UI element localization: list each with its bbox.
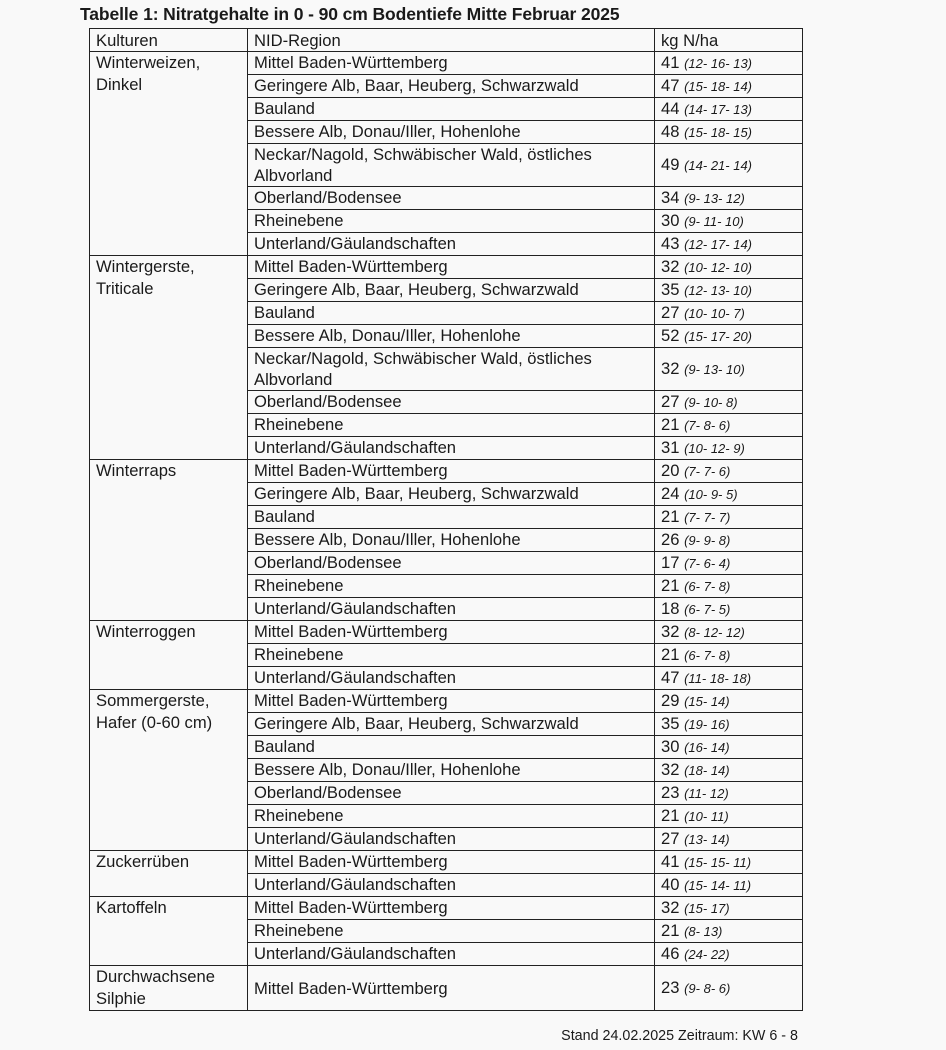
value-main: 24 — [661, 484, 680, 503]
region-cell: Bessere Alb, Donau/Iller, Hohenlohe — [248, 121, 655, 144]
region-cell: Mittel Baden-Württemberg — [248, 460, 655, 483]
value-main: 43 — [661, 234, 680, 253]
table-title: Tabelle 1: Nitratgehalte in 0 - 90 cm Bodentiefe Mitte Februar 2025 — [80, 4, 620, 24]
value-main: 21 — [661, 921, 680, 940]
region-cell: Oberland/Bodensee — [248, 782, 655, 805]
region-cell: Unterland/Gäulandschaften — [248, 437, 655, 460]
value-cell — [655, 279, 803, 302]
crop-cell: Kartoffeln — [90, 897, 248, 966]
value-cell — [655, 644, 803, 667]
value-main: 32 — [661, 622, 680, 641]
value-range: (15- 17- 20) — [684, 329, 753, 344]
region-cell: Geringere Alb, Baar, Heuberg, Schwarzwald — [248, 483, 655, 506]
value-range: (8- 13) — [684, 924, 723, 939]
value-range: (12- 17- 14) — [684, 237, 753, 252]
region-cell: Mittel Baden-Württemberg — [248, 966, 655, 1011]
region-cell: Mittel Baden-Württemberg — [248, 690, 655, 713]
value-cell — [655, 98, 803, 121]
region-cell: Mittel Baden-Württemberg — [248, 256, 655, 279]
value-cell — [655, 805, 803, 828]
value-cell — [655, 391, 803, 414]
value-cell — [655, 759, 803, 782]
region-cell: Bauland — [248, 98, 655, 121]
value-cell — [655, 121, 803, 144]
value-range: (15- 14) — [684, 694, 730, 709]
crop-cell: Winterweizen, Dinkel — [90, 52, 248, 256]
value-main: 21 — [661, 806, 680, 825]
value-range: (12- 16- 13) — [684, 56, 753, 71]
region-cell: Mittel Baden-Württemberg — [248, 621, 655, 644]
table-row — [90, 52, 803, 75]
value-cell — [655, 690, 803, 713]
value-cell — [655, 874, 803, 897]
value-cell — [655, 828, 803, 851]
footer-note: Stand 24.02.2025 Zeitraum: KW 6 - 8 — [561, 1028, 798, 1044]
crop-cell: Winterraps — [90, 460, 248, 621]
value-cell — [655, 52, 803, 75]
value-cell — [655, 302, 803, 325]
value-range: (14- 21- 14) — [684, 158, 753, 173]
value-main: 18 — [661, 599, 680, 618]
region-cell: Unterland/Gäulandschaften — [248, 667, 655, 690]
region-cell: Bauland — [248, 302, 655, 325]
value-cell — [655, 187, 803, 210]
value-range: (7- 6- 4) — [684, 556, 731, 571]
value-main: 21 — [661, 576, 680, 595]
value-range: (8- 12- 12) — [684, 625, 745, 640]
value-main: 48 — [661, 122, 680, 141]
value-range: (18- 14) — [684, 763, 730, 778]
value-main: 35 — [661, 714, 680, 733]
region-cell: Neckar/Nagold, Schwäbischer Wald, östliches Albvorland — [248, 348, 655, 391]
value-cell — [655, 598, 803, 621]
value-range: (16- 14) — [684, 740, 730, 755]
value-cell — [655, 325, 803, 348]
value-cell — [655, 414, 803, 437]
value-cell — [655, 506, 803, 529]
value-main: 17 — [661, 553, 680, 572]
value-main: 44 — [661, 99, 680, 118]
value-main: 32 — [661, 257, 680, 276]
value-range: (15- 14- 11) — [684, 878, 752, 893]
value-main: 27 — [661, 303, 680, 322]
region-cell: Unterland/Gäulandschaften — [248, 598, 655, 621]
value-cell — [655, 575, 803, 598]
value-cell — [655, 782, 803, 805]
region-cell: Mittel Baden-Württemberg — [248, 851, 655, 874]
region-cell: Rheinebene — [248, 920, 655, 943]
value-range: (9- 13- 10) — [684, 362, 745, 377]
value-main: 30 — [661, 737, 680, 756]
value-main: 46 — [661, 944, 680, 963]
value-range: (9- 13- 12) — [684, 191, 745, 206]
value-range: (15- 18- 15) — [684, 125, 753, 140]
value-range: (10- 10- 7) — [684, 306, 745, 321]
value-main: 27 — [661, 829, 680, 848]
value-main: 29 — [661, 691, 680, 710]
value-range: (19- 16) — [684, 717, 730, 732]
value-range: (9- 11- 10) — [684, 214, 744, 229]
header-region: NID-Region — [248, 29, 655, 52]
value-range: (6- 7- 8) — [684, 648, 731, 663]
region-cell: Oberland/Bodensee — [248, 552, 655, 575]
value-range: (7- 8- 6) — [684, 418, 731, 433]
value-cell — [655, 713, 803, 736]
value-cell — [655, 437, 803, 460]
region-cell: Geringere Alb, Baar, Heuberg, Schwarzwald — [248, 713, 655, 736]
value-range: (10- 11) — [684, 809, 729, 824]
value-main: 52 — [661, 326, 680, 345]
crop-cell: Zuckerrüben — [90, 851, 248, 897]
table-row — [90, 460, 803, 483]
table-row — [90, 851, 803, 874]
value-cell — [655, 75, 803, 98]
region-cell: Neckar/Nagold, Schwäbischer Wald, östliches Albvorland — [248, 144, 655, 187]
value-main: 49 — [661, 155, 680, 174]
value-cell — [655, 483, 803, 506]
value-cell — [655, 210, 803, 233]
value-main: 23 — [661, 783, 680, 802]
region-cell: Rheinebene — [248, 805, 655, 828]
value-range: (15- 17) — [684, 901, 730, 916]
value-main: 31 — [661, 438, 680, 457]
value-main: 41 — [661, 852, 680, 871]
value-cell — [655, 897, 803, 920]
value-range: (6- 7- 8) — [684, 579, 731, 594]
value-cell — [655, 144, 803, 187]
value-cell — [655, 529, 803, 552]
region-cell: Bauland — [248, 736, 655, 759]
region-cell: Rheinebene — [248, 414, 655, 437]
value-main: 20 — [661, 461, 680, 480]
value-range: (13- 14) — [684, 832, 730, 847]
table-row — [90, 966, 803, 1011]
value-main: 41 — [661, 53, 680, 72]
table-row — [90, 256, 803, 279]
value-cell — [655, 348, 803, 391]
value-range: (7- 7- 7) — [684, 510, 731, 525]
region-cell: Bauland — [248, 506, 655, 529]
value-range: (9- 8- 6) — [684, 981, 731, 996]
nitrate-table — [89, 28, 803, 1011]
region-cell: Unterland/Gäulandschaften — [248, 828, 655, 851]
region-cell: Rheinebene — [248, 575, 655, 598]
region-cell: Oberland/Bodensee — [248, 187, 655, 210]
value-cell — [655, 851, 803, 874]
value-main: 23 — [661, 978, 680, 997]
value-range: (11- 12) — [684, 786, 729, 801]
value-main: 34 — [661, 188, 680, 207]
value-range: (9- 10- 8) — [684, 395, 738, 410]
value-main: 26 — [661, 530, 680, 549]
value-cell — [655, 920, 803, 943]
value-range: (11- 18- 18) — [684, 671, 752, 686]
value-range: (24- 22) — [684, 947, 730, 962]
region-cell: Rheinebene — [248, 210, 655, 233]
table-row — [90, 621, 803, 644]
value-cell — [655, 621, 803, 644]
region-cell: Unterland/Gäulandschaften — [248, 943, 655, 966]
value-main: 30 — [661, 211, 680, 230]
region-cell: Rheinebene — [248, 644, 655, 667]
value-range: (14- 17- 13) — [684, 102, 753, 117]
value-range: (9- 9- 8) — [684, 533, 731, 548]
region-cell: Bessere Alb, Donau/Iller, Hohenlohe — [248, 759, 655, 782]
value-range: (7- 7- 6) — [684, 464, 731, 479]
value-main: 27 — [661, 392, 680, 411]
crop-cell: Wintergerste, Triticale — [90, 256, 248, 460]
value-main: 40 — [661, 875, 680, 894]
value-cell — [655, 943, 803, 966]
value-main: 32 — [661, 359, 680, 378]
header-crop: Kulturen — [90, 29, 248, 52]
region-cell: Unterland/Gäulandschaften — [248, 233, 655, 256]
value-cell — [655, 460, 803, 483]
value-range: (10- 12- 9) — [684, 441, 745, 456]
value-cell — [655, 256, 803, 279]
region-cell: Oberland/Bodensee — [248, 391, 655, 414]
value-range: (12- 13- 10) — [684, 283, 753, 298]
value-main: 47 — [661, 668, 680, 687]
crop-cell: Durchwachsene Silphie — [90, 966, 248, 1011]
value-cell — [655, 667, 803, 690]
value-cell — [655, 552, 803, 575]
region-cell: Geringere Alb, Baar, Heuberg, Schwarzwald — [248, 279, 655, 302]
value-main: 35 — [661, 280, 680, 299]
value-range: (15- 18- 14) — [684, 79, 753, 94]
value-main: 32 — [661, 898, 680, 917]
value-main: 21 — [661, 645, 680, 664]
table-row — [90, 690, 803, 713]
value-range: (6- 7- 5) — [684, 602, 731, 617]
value-range: (15- 15- 11) — [684, 855, 752, 870]
region-cell: Bessere Alb, Donau/Iller, Hohenlohe — [248, 325, 655, 348]
value-main: 32 — [661, 760, 680, 779]
value-cell — [655, 233, 803, 256]
value-range: (10- 9- 5) — [684, 487, 738, 502]
region-cell: Unterland/Gäulandschaften — [248, 874, 655, 897]
region-cell: Mittel Baden-Württemberg — [248, 897, 655, 920]
crop-cell: Winterroggen — [90, 621, 248, 690]
region-cell: Geringere Alb, Baar, Heuberg, Schwarzwald — [248, 75, 655, 98]
value-cell — [655, 736, 803, 759]
header-value: kg N/ha — [655, 29, 803, 52]
value-main: 47 — [661, 76, 680, 95]
value-main: 21 — [661, 507, 680, 526]
header-row — [90, 29, 803, 52]
table-row — [90, 897, 803, 920]
table-body — [90, 52, 803, 1011]
region-cell: Bessere Alb, Donau/Iller, Hohenlohe — [248, 529, 655, 552]
value-range: (10- 12- 10) — [684, 260, 753, 275]
value-cell — [655, 966, 803, 1011]
crop-cell: Sommergerste, Hafer (0-60 cm) — [90, 690, 248, 851]
region-cell: Mittel Baden-Württemberg — [248, 52, 655, 75]
value-main: 21 — [661, 415, 680, 434]
